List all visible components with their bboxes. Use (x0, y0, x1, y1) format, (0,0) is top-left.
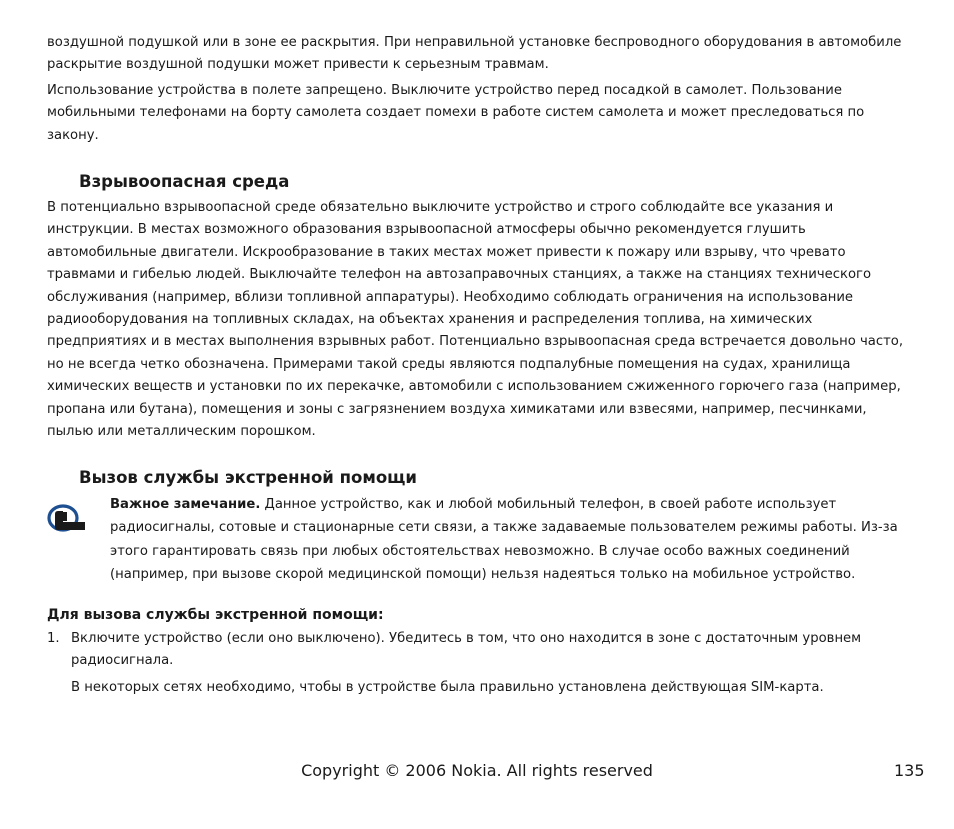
step-number: 1. (47, 631, 60, 646)
important-note (110, 493, 910, 586)
step-text: Включите устройство (если оно выключено). Убедитесь в том, что оно находится в зоне с достаточным уровнем радиосигнала. (71, 631, 862, 669)
step-subnote: В некоторых сетях необходимо, чтобы в устройстве была правильно установлена действующая SIM-карта. (71, 680, 824, 695)
footer-copyright: Copyright © 2006 Nokia. All rights reserved (301, 761, 653, 780)
section-heading-emergency: Вызов службы экстренной помощи (79, 468, 417, 487)
explosive-body: В потенциально взрывоопасной среде обязательно выключите устройство и строго соблюдайте все указания и инструкции. В местах возможного образования взрывоопасной атмосферы обычно рекомендуется глушить автомобильные двигатели. Искрообразование в таких местах может привести к пожару или взрыву, что чревато травмами и гибелью людей. Выключайте телефон на автозаправочных станциях, а также на станциях технического обслуживания (например, вблизи топливной аппаратуры). Необходимо соблюдать ограничения на использование радиооборудования на топливных складах, на объектах хранения и распределения топлива, на химических предприятиях и в местах выполнения взрывных работ. Потенциально взрывоопасная среда встречается довольно часто, но не всегда четко обозначена. Примерами такой среды являются подпалубные помещения на судах, хранилища химических веществ и установки по их перекачке, автомобили с использованием сжиженного горючего газа (например, пропана или бутана), помещения и зоны с загрязнением воздуха химикатами или взвесями, например, песчинками, пылью или металлическим порошком. (47, 200, 904, 440)
intro-paragraph-1: воздушной подушкой или в зоне ее раскрытия. При неправильной установке беспроводного оборудования в автомобиле раскрытие воздушной подушки может привести к серьезным травмам. (47, 35, 902, 73)
steps-heading: Для вызова службы экстренной помощи: (47, 607, 384, 623)
page-number: 135 (894, 761, 925, 780)
intro-paragraph-2: Использование устройства в полете запрещено. Выключите устройство перед посадкой в самолет. Пользование мобильными телефонами на борту самолета создает помехи в работе систем самолета и может преследоваться по закону. (47, 83, 865, 143)
important-note-icon (46, 500, 86, 536)
note-label: Важное замечание. (110, 497, 261, 512)
note-text: Данное устройство, как и любой мобильный телефон, в своей работе использует радиосигналы, сотовые и стационарные сети связи, а также задаваемые пользователем режимы работы. Из-за этого гарантировать связь при любых обстоятельствах невозможно. В случае особо важных соединений (например, при вызове скорой медицинской помощи) нельзя надеяться только на мобильное устройство. (110, 497, 898, 582)
section-heading-explosive: Взрывоопасная среда (79, 172, 290, 191)
